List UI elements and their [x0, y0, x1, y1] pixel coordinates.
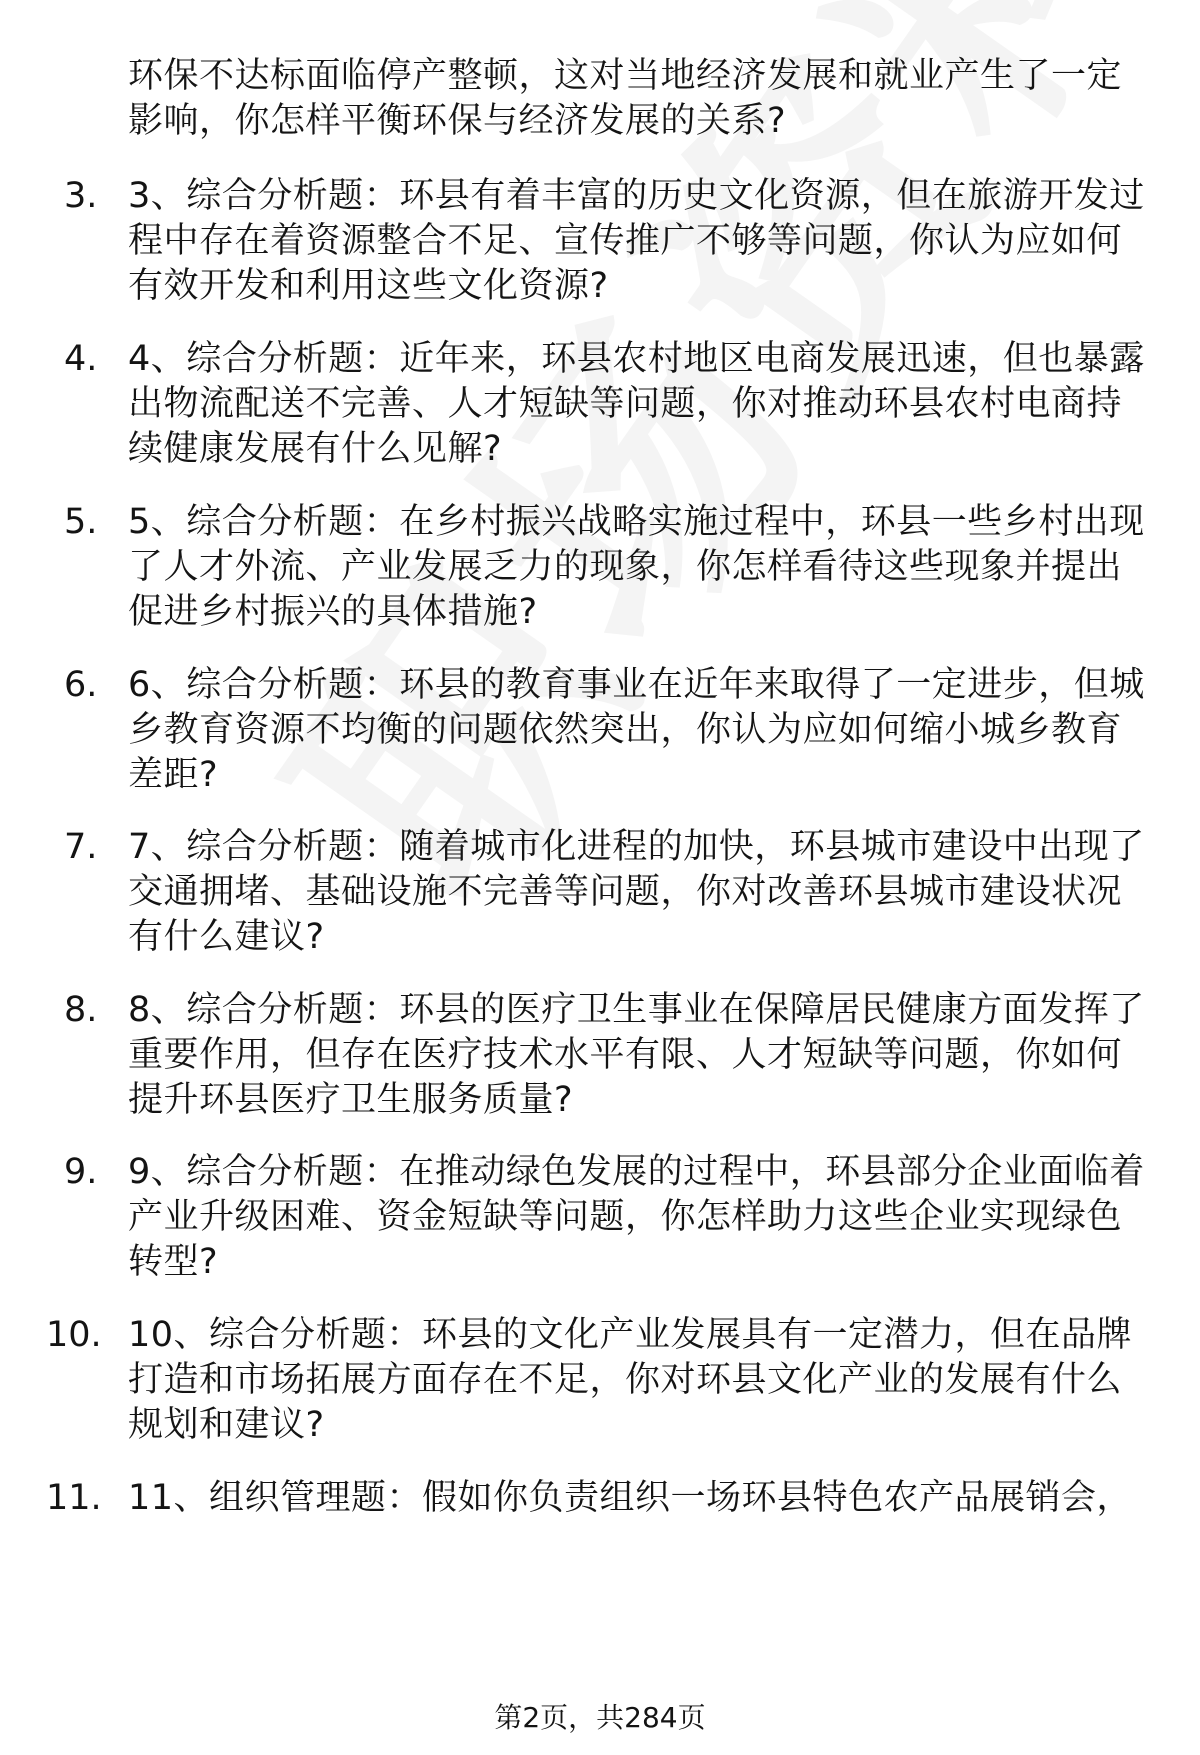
list-number: 11. [46, 1478, 102, 1518]
list-number: 7. [64, 827, 98, 867]
list-item-line: 3、综合分析题：环县有着丰富的历史文化资源，但在旅游开发过 [128, 176, 1145, 216]
list-item-line: 交通拥堵、基础设施不完善等问题，你对改善环县城市建设状况 [128, 872, 1123, 912]
list-item-line: 11、组织管理题：假如你负责组织一场环县特色农产品展销会， [128, 1478, 1133, 1518]
list-item-line: 重要作用，但存在医疗技术水平有限、人才短缺等问题，你如何 [128, 1035, 1123, 1075]
list-item-line: 9、综合分析题：在推动绿色发展的过程中，环县部分企业面临着 [128, 1152, 1145, 1192]
list-number: 9. [64, 1152, 98, 1192]
list-item-line: 8、综合分析题：环县的医疗卫生事业在保障居民健康方面发挥了 [128, 990, 1145, 1030]
list-item-line: 有效开发和利用这些文化资源? [128, 266, 609, 306]
list-item-line: 提升环县医疗卫生服务质量? [128, 1080, 574, 1120]
list-item-line: 出物流配送不完善、人才短缺等问题，你对推动环县农村电商持 [128, 384, 1123, 424]
page-footer: 第2页，共284页 [494, 1701, 706, 1734]
list-number: 10. [46, 1315, 102, 1355]
list-item-line: 5、综合分析题：在乡村振兴战略实施过程中，环县一些乡村出现 [128, 502, 1145, 542]
list-item-line: 转型? [128, 1242, 219, 1282]
list-item-line: 规划和建议? [128, 1405, 325, 1445]
list-number: 5. [64, 502, 98, 542]
list-item-line: 乡教育资源不均衡的问题依然突出，你认为应如何缩小城乡教育 [128, 710, 1123, 750]
list-item-line: 差距? [128, 755, 219, 795]
list-item-line: 6、综合分析题：环县的教育事业在近年来取得了一定进步，但城 [128, 665, 1145, 705]
list-number: 4. [64, 339, 98, 379]
intro-line: 环保不达标面临停产整顿，这对当地经济发展和就业产生了一定 [128, 56, 1123, 96]
list-item-line: 产业升级困难、资金短缺等问题，你怎样助力这些企业实现绿色 [128, 1197, 1123, 1237]
list-item-line: 4、综合分析题：近年来，环县农村地区电商发展迅速，但也暴露 [128, 339, 1145, 379]
list-item-line: 7、综合分析题：随着城市化进程的加快，环县城市建设中出现了 [128, 827, 1145, 867]
intro-line: 影响，你怎样平衡环保与经济发展的关系? [128, 101, 787, 141]
list-number: 6. [64, 665, 98, 705]
list-item-line: 打造和市场拓展方面存在不足，你对环县文化产业的发展有什么 [128, 1360, 1123, 1400]
list-number: 8. [64, 990, 98, 1030]
list-item-line: 10、综合分析题：环县的文化产业发展具有一定潜力，但在品牌 [128, 1315, 1133, 1355]
list-item-line: 促进乡村振兴的具体措施? [128, 592, 538, 632]
list-number: 3. [64, 176, 98, 216]
list-item-line: 有什么建议? [128, 917, 325, 957]
list-item-line: 程中存在着资源整合不足、宣传推广不够等问题，你认为应如何 [128, 221, 1123, 261]
list-item-line: 续健康发展有什么见解? [128, 429, 503, 469]
list-item-line: 了人才外流、产业发展乏力的现象，你怎样看待这些现象并提出 [128, 547, 1123, 587]
